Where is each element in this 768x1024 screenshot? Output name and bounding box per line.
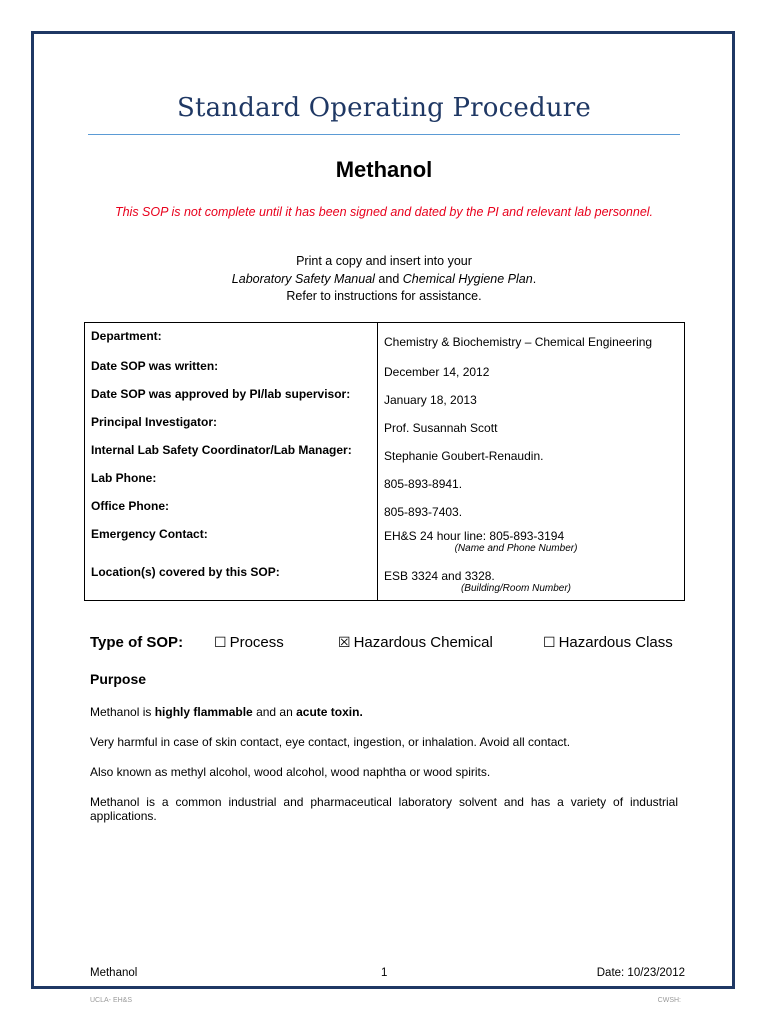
footer-page-number: 1 xyxy=(381,967,388,979)
hygiene-plan-ref: Chemical Hygiene Plan xyxy=(402,271,533,286)
option-label: Hazardous Class xyxy=(558,634,673,651)
option-label: Process xyxy=(229,634,284,651)
location-value: ESB 3324 and 3328. xyxy=(384,568,495,583)
sop-warning: This SOP is not complete until it has been signed and dated by the PI and relevant lab personnel. xyxy=(114,205,654,219)
option-label: Hazardous Chemical xyxy=(353,634,493,651)
checked-box-icon: ☒ xyxy=(338,635,351,651)
table-row xyxy=(85,493,685,521)
sop-type-hazardous-chemical[interactable] xyxy=(338,634,493,651)
table-row xyxy=(85,323,685,353)
row-label: Date SOP was written: xyxy=(85,353,378,381)
table-row xyxy=(85,465,685,493)
row-value: Prof. Susannah Scott xyxy=(384,420,498,435)
bottom-left-note: UCLA- EH&S xyxy=(90,997,133,1004)
footer-doc-name: Methanol xyxy=(90,967,138,979)
and-word: and xyxy=(378,271,400,286)
sop-type-label: Type of SOP: xyxy=(90,634,184,651)
row-value xyxy=(378,559,685,601)
row-value: December 14, 2012 xyxy=(384,364,490,379)
purpose-paragraph-4: Methanol is a common industrial and pharmaceutical laboratory solvent and has a variety of industrial applications. xyxy=(90,795,678,823)
print-line-1: Print a copy and insert into your xyxy=(296,254,472,268)
print-line-2 xyxy=(0,271,768,289)
row-label: Location(s) covered by this SOP: xyxy=(85,559,378,601)
table-row xyxy=(85,409,685,437)
text-run: and an xyxy=(252,705,297,719)
highlight-flammable: highly flammable xyxy=(154,705,253,719)
row-label: Principal Investigator: xyxy=(85,409,378,437)
table-row xyxy=(85,353,685,381)
safety-manual-ref: Laboratory Safety Manual xyxy=(231,271,375,286)
table-row xyxy=(85,521,685,559)
purpose-paragraph-2: Very harmful in case of skin contact, eye contact, ingestion, or inhalation. Avoid all contact. xyxy=(90,735,571,749)
location-note: (Building/Room Number) xyxy=(460,582,572,594)
table-row xyxy=(85,437,685,465)
row-label: Office Phone: xyxy=(85,493,378,521)
sop-info-table xyxy=(84,322,685,601)
sop-type-row xyxy=(90,634,690,656)
emergency-contact-value: EH&S 24 hour line: 805-893-3194 xyxy=(384,528,565,543)
bottom-right-note: CWSH: xyxy=(657,997,681,1004)
sop-type-process[interactable] xyxy=(214,634,284,651)
text-run: Methanol is xyxy=(90,705,155,719)
print-instructions xyxy=(0,253,768,306)
unchecked-box-icon: ☐ xyxy=(543,635,556,651)
purpose-heading: Purpose xyxy=(90,671,147,687)
row-value: Stephanie Goubert-Renaudin. xyxy=(384,448,544,463)
period: . xyxy=(532,271,537,286)
document-title: Standard Operating Procedure xyxy=(176,93,591,123)
chemical-name: Methanol xyxy=(335,157,433,182)
title-divider xyxy=(88,134,680,135)
emergency-contact-note: (Name and Phone Number) xyxy=(454,542,578,554)
table-row xyxy=(85,381,685,409)
row-value: January 18, 2013 xyxy=(384,392,477,407)
sop-type-hazardous-class[interactable] xyxy=(543,634,673,651)
row-value: 805-893-8941. xyxy=(384,476,463,491)
row-value xyxy=(378,521,685,559)
print-line-3: Refer to instructions for assistance. xyxy=(286,289,482,303)
unchecked-box-icon: ☐ xyxy=(214,635,227,651)
row-label: Date SOP was approved by PI/lab supervisor: xyxy=(85,381,378,409)
highlight-toxin: acute toxin. xyxy=(296,705,363,719)
purpose-paragraph-3: Also known as methyl alcohol, wood alcohol, wood naphtha or wood spirits. xyxy=(90,765,491,779)
row-label: Internal Lab Safety Coordinator/Lab Manager: xyxy=(85,437,378,465)
purpose-paragraph-1 xyxy=(90,705,678,719)
row-label: Department: xyxy=(85,323,378,353)
footer-date: Date: 10/23/2012 xyxy=(596,967,685,979)
table-row xyxy=(85,559,685,601)
row-label: Lab Phone: xyxy=(85,465,378,493)
row-value: Chemistry & Biochemistry – Chemical Engineering xyxy=(384,335,653,349)
row-value: 805-893-7403. xyxy=(384,504,463,519)
row-label: Emergency Contact: xyxy=(85,521,378,559)
